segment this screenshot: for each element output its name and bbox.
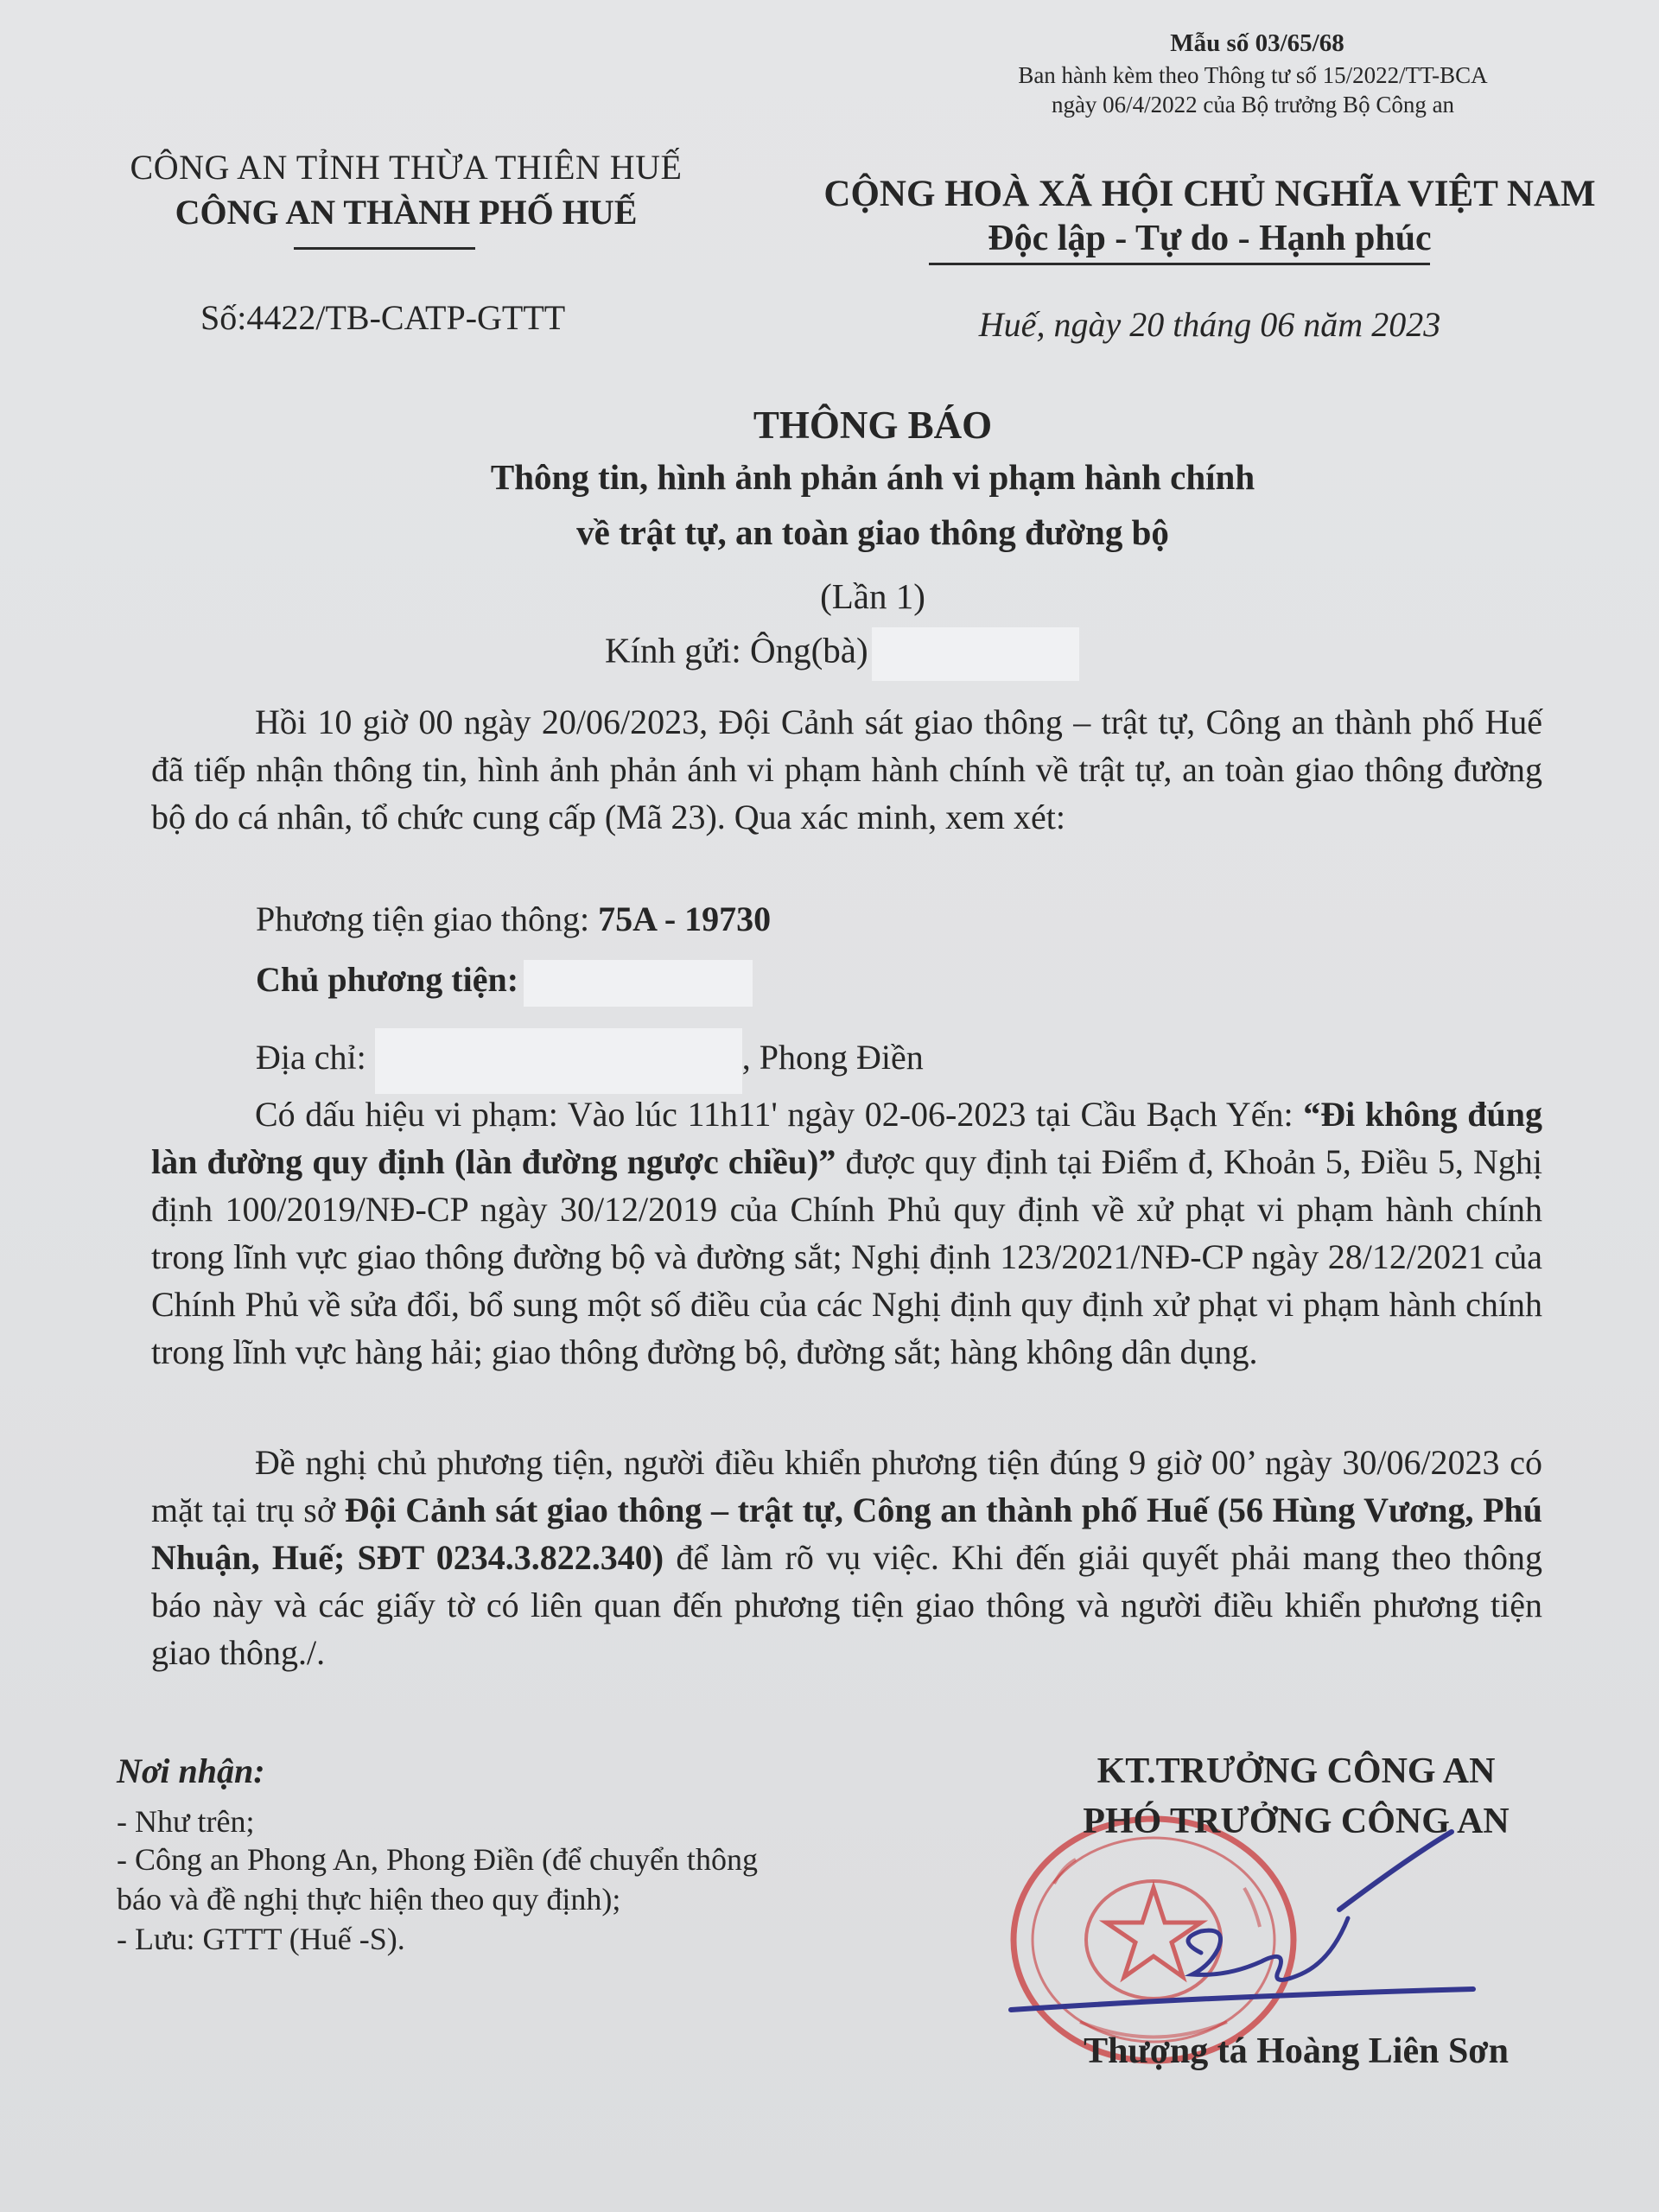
city-agency: CÔNG AN THÀNH PHỐ HUẾ bbox=[175, 193, 638, 232]
violation-intro: Có dấu hiệu vi phạm: Vào lúc 11h11' ngày 02-06-2023 tại Cầu Bạch Yến: bbox=[255, 1095, 1304, 1134]
signature-title-1: KT.TRƯỞNG CÔNG AN bbox=[1096, 1751, 1496, 1791]
form-code: Mẫu số 03/65/68 bbox=[1170, 29, 1344, 57]
form-issued-with: Ban hành kèm theo Thông tư số 15/2022/TT-BCA bbox=[1018, 62, 1488, 88]
request-end: để làm rõ vụ việc. Khi đến giải quyết phải mang theo thông báo này và các giấy tờ có liên quan đến phương tiện giao thông và người điều khiển phương tiện giao thông./. bbox=[151, 1538, 1543, 1672]
paragraph-violation bbox=[151, 1090, 1542, 1376]
request-intro: Đề nghị chủ phương tiện, người điều khiển phương tiện đúng 9 giờ 00’ ngày 30/06/2023 có mặt tại trụ sở bbox=[151, 1443, 1542, 1529]
vehicle-plate: 75A - 19730 bbox=[598, 899, 772, 938]
request-office: Đội Cảnh sát giao thông – trật tự, Công an thành phố Huế (56 Hùng Vương, Phú Nhuận, Huế; SĐT 0234.3.822.340) bbox=[151, 1491, 1542, 1577]
violation-description: “Đi không đúng làn đường quy định (làn đường ngược chiều)” bbox=[151, 1095, 1543, 1181]
recipients-heading: Nơi nhận: bbox=[117, 1751, 265, 1790]
recipient-item: - Công an Phong An, Phong Điền (để chuyển thông bbox=[117, 1842, 758, 1877]
owner-row bbox=[256, 959, 753, 1007]
agency-underline bbox=[294, 247, 475, 250]
signer-name: Thượng tá Hoàng Liên Sơn bbox=[1084, 2031, 1509, 2071]
address-suffix: , Phong Điền bbox=[741, 1038, 924, 1077]
country-motto: Độc lập - Tự do - Hạnh phúc bbox=[988, 219, 1432, 258]
redacted-address bbox=[375, 1028, 742, 1094]
vehicle-row bbox=[256, 899, 771, 939]
paragraph-intro: Hồi 10 giờ 00 ngày 20/06/2023, Đội Cảnh sát giao thông – trật tự, Công an thành phố Huế đã tiếp nhận thông tin, hình ảnh phản ánh vi phạm hành chính về trật tự, an toàn giao thông đường bộ do cá nhân, tổ chức cung cấp (Mã 23). Qua xác minh, xem xét: bbox=[151, 702, 1542, 836]
address-label: Địa chỉ: bbox=[256, 1038, 366, 1077]
form-issued-date: ngày 06/4/2022 của Bộ trưởng Bộ Công an bbox=[1051, 92, 1455, 118]
document-title: THÔNG BÁO bbox=[753, 404, 993, 447]
redacted-recipient-name bbox=[872, 627, 1079, 681]
recipient-item: - Lưu: GTTT (Huế -S). bbox=[117, 1922, 405, 1956]
handwritten-signature-icon bbox=[1002, 1823, 1486, 2039]
paragraph-request bbox=[151, 1439, 1542, 1676]
motto-underline bbox=[929, 263, 1430, 265]
recipient-item: báo và đề nghị thực hiện theo quy định); bbox=[117, 1882, 621, 1916]
document-subtitle-line-2: về trật tự, an toàn giao thông đường bộ bbox=[576, 512, 1169, 552]
recipient-line bbox=[605, 627, 1079, 681]
notice-round: (Lần 1) bbox=[820, 576, 925, 616]
document-subtitle-line-1: Thông tin, hình ảnh phản ánh vi phạm hành chính bbox=[490, 457, 1255, 497]
recipient-label: Kính gửi: Ông(bà) bbox=[605, 630, 868, 671]
recipient-item: - Như trên; bbox=[117, 1804, 255, 1839]
signature-title-2: PHÓ TRƯỞNG CÔNG AN bbox=[1083, 1802, 1510, 1841]
vehicle-label: Phương tiện giao thông: bbox=[256, 899, 599, 938]
document-number: Số:4422/TB-CATP-GTTT bbox=[200, 298, 566, 337]
address-row bbox=[256, 1028, 924, 1094]
place-date: Huế, ngày 20 tháng 06 năm 2023 bbox=[978, 305, 1441, 344]
country-name: CỘNG HOÀ XÃ HỘI CHỦ NGHĨA VIỆT NAM bbox=[823, 174, 1596, 214]
redacted-owner-name bbox=[524, 960, 753, 1007]
violation-legal-basis: được quy định tại Điểm đ, Khoản 5, Điều 5, Nghị định 100/2019/NĐ-CP ngày 30/12/2019 của Chính Phủ quy định về xử phạt vi phạm hành chính trong lĩnh vực giao thông đường bộ và đường sắt; Nghị định 123/2021/NĐ-CP ngày 28/12/2021 của Chính Phủ về sửa đổi, bổ sung một số điều của các Nghị định quy định xử phạt vi phạm hành chính trong lĩnh vực hàng hải; giao thông đường bộ, đường sắt; hàng không dân dụng. bbox=[151, 1142, 1542, 1371]
owner-label: Chủ phương tiện: bbox=[256, 960, 519, 999]
province-agency: CÔNG AN TỈNH THỪA THIÊN HUẾ bbox=[130, 148, 683, 187]
